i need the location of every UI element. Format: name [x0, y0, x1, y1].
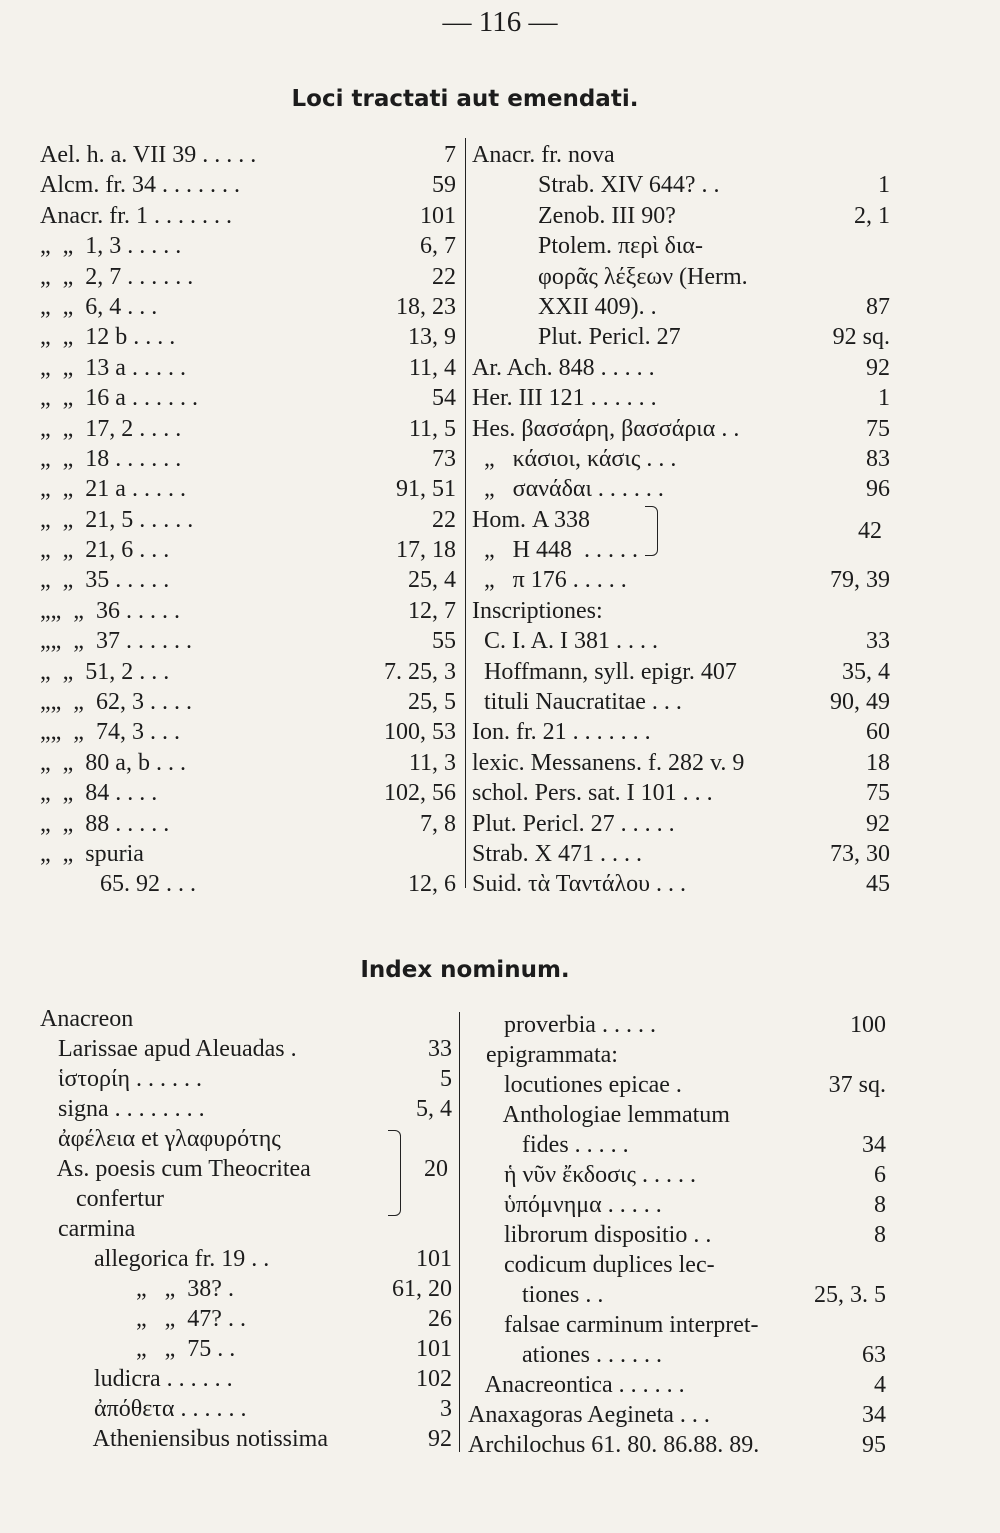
index-entry: [40, 474, 456, 504]
entry-page: 12, 7: [404, 596, 456, 626]
entry-label: schol. Pers. sat. I 101 . . .: [472, 780, 713, 807]
entry-label: ationes . . . . . .: [468, 1342, 662, 1368]
entry-page: 73: [428, 444, 456, 474]
entry-page: 22: [428, 262, 456, 292]
entry-label: ludicra . . . . . .: [40, 1366, 233, 1392]
entry-label: Strab. X 471 . . . .: [472, 840, 642, 867]
entry-label: „ „ 18 . . . . . .: [40, 445, 182, 472]
index-section-title: Index nominum.: [360, 957, 570, 983]
entry-label: „ „ 88 . . . . .: [40, 810, 170, 837]
loci-column-divider: [465, 138, 466, 888]
index-entry: [40, 1214, 452, 1244]
index-entry: [40, 505, 456, 535]
entry-label: As. poesis cum Theocritea: [40, 1156, 311, 1182]
entry-page: 100, 53: [380, 717, 456, 747]
index-entry: [40, 201, 456, 231]
entry-page: 25, 3. 5: [810, 1280, 886, 1310]
entry-page: 61, 20: [388, 1274, 452, 1304]
entry-page: 92: [424, 1424, 452, 1454]
index-entry: [40, 1364, 452, 1394]
entry-page: 6: [870, 1160, 886, 1190]
entry-label: „ „ 80 a, b . . .: [40, 749, 186, 776]
entry-label: „ „ 2, 7 . . . . . .: [40, 263, 194, 290]
hom-brace-page: 42: [858, 518, 882, 544]
entry-page: 18, 23: [392, 292, 456, 322]
entry-page: 5: [436, 1064, 452, 1094]
index-entry: [472, 292, 890, 322]
index-entry: [40, 1094, 452, 1124]
entry-label: XXII 409). .: [472, 293, 657, 320]
entry-label: C. I. A. I 381 . . . .: [472, 628, 658, 655]
entry-label: „ Η 448 . . . . .: [472, 537, 638, 564]
index-entry: [468, 1100, 886, 1130]
entry-label: 65. 92 . . .: [40, 871, 196, 898]
index-left-column: [40, 1004, 452, 1454]
entry-label: „ „ 13 a . . . . .: [40, 354, 186, 381]
index-entry: [472, 809, 890, 839]
index-entry: [468, 1130, 886, 1160]
index-entry: [468, 1280, 886, 1310]
index-entry: [40, 657, 456, 687]
index-entry: [472, 839, 890, 869]
entry-page: 26: [424, 1304, 452, 1334]
index-entry: [472, 778, 890, 808]
entry-page: 1: [874, 170, 890, 200]
as-poesis-brace: [388, 1130, 401, 1216]
index-entry: [40, 1244, 452, 1274]
index-right-column: [468, 1010, 886, 1460]
entry-label: carmina: [40, 1216, 136, 1242]
entry-label: Anacr. fr. 1 . . . . . . .: [40, 202, 232, 229]
entry-page: 35, 4: [838, 657, 890, 687]
entry-label: Larissae apud Aleuadas .: [40, 1036, 297, 1062]
entry-label: Anacr. fr. nova: [472, 142, 615, 168]
index-entry: [40, 778, 456, 808]
index-entry: [472, 444, 890, 474]
entry-label: Strab. XIV 644? . .: [472, 172, 720, 199]
entry-page: 25, 5: [404, 687, 456, 717]
index-entry: [472, 140, 890, 170]
entry-label: librorum dispositio . .: [468, 1222, 712, 1248]
index-entry: [468, 1040, 886, 1070]
index-entry: [468, 1010, 886, 1040]
entry-page: 59: [428, 170, 456, 200]
entry-page: 11, 4: [405, 353, 456, 383]
entry-label: „ σανάδαι . . . . . .: [472, 476, 664, 503]
entry-page: 33: [862, 626, 890, 656]
entry-label: ἀφέλεια et γλαφυρότης: [40, 1126, 281, 1152]
entry-page: 6, 7: [416, 231, 456, 261]
index-entry: [472, 717, 890, 747]
entry-page: 37 sq.: [825, 1070, 886, 1100]
entry-page: 11, 5: [405, 414, 456, 444]
entry-page: 22: [428, 505, 456, 535]
index-entry: [468, 1070, 886, 1100]
index-entry: [40, 262, 456, 292]
entry-label: „„ „ 36 . . . . .: [40, 597, 180, 624]
entry-page: 63: [858, 1340, 886, 1370]
entry-label: „ „ 84 . . . .: [40, 780, 158, 807]
entry-page: 73, 30: [826, 839, 890, 869]
index-entry: [40, 1274, 452, 1304]
entry-page: 60: [862, 717, 890, 747]
entry-page: 8: [870, 1220, 886, 1250]
index-entry: [472, 748, 890, 778]
entry-page: 4: [870, 1370, 886, 1400]
index-entry: [472, 505, 890, 535]
loci-left-column: [40, 140, 456, 900]
entry-page: 101: [412, 1244, 452, 1274]
index-entry: [40, 748, 456, 778]
index-entry: [472, 687, 890, 717]
index-entry: [468, 1400, 886, 1430]
index-entry: [472, 383, 890, 413]
index-entry: [40, 353, 456, 383]
index-entry: [40, 687, 456, 717]
entry-label: Anaxagoras Aegineta . . .: [468, 1402, 710, 1428]
entry-label: Anacreon: [40, 1006, 134, 1032]
entry-label: Inscriptiones:: [472, 597, 603, 624]
entry-label: „ „ 12 b . . . .: [40, 324, 176, 351]
index-entry: [40, 1394, 452, 1424]
entry-label: Hoffmann, syll. epigr. 407: [472, 658, 737, 685]
index-entry: [40, 414, 456, 444]
index-entry: [40, 231, 456, 261]
loci-right-column: [472, 140, 890, 900]
entry-page: 92: [862, 809, 890, 839]
entry-page: 101: [412, 1334, 452, 1364]
entry-label: Hes. βασσάρη, βασσάρια . .: [472, 415, 740, 442]
entry-label: „ „ 75 . .: [40, 1336, 236, 1362]
entry-label: „„ „ 62, 3 . . . .: [40, 689, 192, 716]
index-entry: [40, 596, 456, 626]
index-entry: [40, 1004, 452, 1034]
entry-page: 25, 4: [404, 565, 456, 595]
index-entry: [472, 353, 890, 383]
entry-label: epigrammata:: [468, 1042, 618, 1068]
index-entry: [40, 1334, 452, 1364]
entry-label: φορᾶς λέξεων (Herm.: [472, 263, 748, 290]
entry-label: Atheniensibus notissima: [40, 1426, 328, 1452]
entry-page: 92 sq.: [829, 322, 890, 352]
entry-label: ἱστορίη . . . . . .: [40, 1066, 203, 1092]
entry-page: 5, 4: [412, 1094, 452, 1124]
entry-page: 87: [862, 292, 890, 322]
entry-label: „ π 176 . . . . .: [472, 567, 627, 594]
entry-page: 7. 25, 3: [380, 657, 456, 687]
entry-page: 83: [862, 444, 890, 474]
entry-page: 7, 8: [416, 809, 456, 839]
index-entry: [40, 444, 456, 474]
entry-label: „ „ 21 a . . . . .: [40, 476, 186, 503]
index-entry: [472, 657, 890, 687]
entry-label: „ „ 1, 3 . . . . .: [40, 233, 182, 260]
as-poesis-brace-page: 20: [424, 1156, 448, 1182]
entry-label: „ „ 38? .: [40, 1276, 234, 1302]
entry-page: 13, 9: [404, 322, 456, 352]
entry-label: „ „ 47? . .: [40, 1306, 246, 1332]
entry-label: Archilochus 61. 80. 86.88. 89.: [468, 1432, 760, 1458]
entry-label: Plut. Pericl. 27 . . . . .: [472, 810, 675, 837]
entry-page: 55: [428, 626, 456, 656]
entry-page: 18: [862, 748, 890, 778]
index-entry: [468, 1310, 886, 1340]
entry-label: confertur: [40, 1186, 164, 1212]
index-entry: [468, 1220, 886, 1250]
entry-label: „ κάσιοι, κάσις . . .: [472, 445, 677, 472]
index-entry: [472, 414, 890, 444]
entry-page: 79, 39: [826, 565, 890, 595]
hom-brace: [645, 506, 658, 556]
index-entry: [472, 535, 890, 565]
index-entry: [40, 565, 456, 595]
entry-label: Hom. Α 338: [472, 506, 591, 533]
entry-page: 75: [862, 778, 890, 808]
entry-page: 101: [416, 201, 456, 231]
entry-label: signa . . . . . . . .: [40, 1096, 205, 1122]
index-entry: [472, 201, 890, 231]
entry-page: 92: [862, 353, 890, 383]
index-entry: [40, 1424, 452, 1454]
index-entry: [472, 262, 890, 292]
index-entry: [40, 717, 456, 747]
entry-page: 90, 49: [826, 687, 890, 717]
index-entry: [468, 1370, 886, 1400]
entry-page: 17, 18: [392, 535, 456, 565]
index-entry: [40, 626, 456, 656]
entry-page: 2, 1: [850, 201, 890, 231]
index-entry: [40, 535, 456, 565]
entry-label: „ „ 21, 5 . . . . .: [40, 506, 194, 533]
entry-label: proverbia . . . . .: [468, 1012, 656, 1038]
entry-label: allegorica fr. 19 . .: [40, 1246, 270, 1272]
index-entry: [40, 170, 456, 200]
entry-page: 8: [870, 1190, 886, 1220]
entry-label: ὑπόμνημα . . . . .: [468, 1192, 662, 1218]
entry-page: 102: [412, 1364, 452, 1394]
entry-page: 95: [858, 1430, 886, 1460]
entry-page: 33: [424, 1034, 452, 1064]
index-column-divider: [459, 1012, 460, 1452]
index-entry: [472, 322, 890, 352]
entry-label: „ „ 51, 2 . . .: [40, 658, 170, 685]
index-entry: [40, 140, 456, 170]
entry-page: 7: [440, 140, 456, 170]
page-number: — 116 —: [442, 6, 558, 38]
entry-label: Plut. Pericl. 27: [472, 324, 681, 351]
entry-label: Suid. τὰ Ταντάλου . . .: [472, 871, 686, 898]
entry-label: tiones . .: [468, 1282, 604, 1308]
entry-page: 100: [846, 1010, 886, 1040]
entry-label: „„ „ 37 . . . . . .: [40, 628, 192, 655]
entry-label: „ „ 21, 6 . . .: [40, 537, 170, 564]
index-entry: [472, 626, 890, 656]
entry-label: ἡ νῦν ἔκδοσις . . . . .: [468, 1162, 696, 1188]
index-entry: [472, 565, 890, 595]
entry-page: 12, 6: [404, 869, 456, 899]
index-entry: [468, 1160, 886, 1190]
entry-label: tituli Naucratitae . . .: [472, 689, 682, 716]
index-entry: [40, 1304, 452, 1334]
index-entry: [472, 869, 890, 899]
index-entry: [472, 474, 890, 504]
entry-page: 11, 3: [405, 748, 456, 778]
entry-label: „ „ spuria: [40, 840, 144, 867]
entry-label: Anthologiae lemmatum: [468, 1102, 730, 1128]
entry-label: falsae carminum interpret-: [468, 1312, 759, 1338]
index-entry: [40, 869, 456, 899]
entry-page: 75: [862, 414, 890, 444]
entry-page: 45: [862, 869, 890, 899]
entry-page: 1: [874, 383, 890, 413]
index-entry: [468, 1430, 886, 1460]
entry-label: lexic. Messanens. f. 282 v. 9: [472, 749, 745, 776]
loci-section-title: Loci tractati aut emendati.: [291, 86, 639, 112]
index-entry: [468, 1250, 886, 1280]
entry-label: Ptolem. περὶ δια-: [472, 233, 703, 260]
entry-label: Ion. fr. 21 . . . . . . .: [472, 719, 651, 746]
entry-label: Her. III 121 . . . . . .: [472, 385, 657, 412]
entry-label: ἀπόθετα . . . . . .: [40, 1396, 247, 1422]
index-entry: [40, 839, 456, 869]
entry-label: Zenob. III 90?: [472, 202, 676, 229]
entry-label: Ael. h. a. VII 39 . . . . .: [40, 142, 257, 168]
entry-label: „ „ 35 . . . . .: [40, 567, 170, 594]
entry-page: 102, 56: [380, 778, 456, 808]
entry-page: 34: [858, 1400, 886, 1430]
entry-page: 34: [858, 1130, 886, 1160]
index-entry: [472, 596, 890, 626]
entry-label: codicum duplices lec-: [468, 1252, 715, 1278]
index-entry: [40, 383, 456, 413]
entry-label: Alcm. fr. 34 . . . . . . .: [40, 172, 240, 199]
entry-label: fides . . . . .: [468, 1132, 629, 1158]
entry-page: 91, 51: [392, 474, 456, 504]
entry-label: „„ „ 74, 3 . . .: [40, 719, 180, 746]
index-entry: [40, 322, 456, 352]
entry-page: 3: [436, 1394, 452, 1424]
entry-label: Ar. Ach. 848 . . . . .: [472, 354, 655, 381]
entry-page: 54: [428, 383, 456, 413]
entry-label: „ „ 16 a . . . . . .: [40, 385, 198, 412]
index-entry: [40, 809, 456, 839]
entry-page: 96: [862, 474, 890, 504]
entry-label: locutiones epicae .: [468, 1072, 682, 1098]
index-entry: [468, 1340, 886, 1370]
entry-label: „ „ 6, 4 . . .: [40, 293, 158, 320]
index-entry: [40, 1064, 452, 1094]
index-entry: [40, 292, 456, 322]
index-entry: [468, 1190, 886, 1220]
entry-label: „ „ 17, 2 . . . .: [40, 415, 182, 442]
index-entry: [472, 170, 890, 200]
index-entry: [40, 1034, 452, 1064]
index-entry: [472, 231, 890, 261]
entry-label: Anacreontica . . . . . .: [468, 1372, 685, 1398]
